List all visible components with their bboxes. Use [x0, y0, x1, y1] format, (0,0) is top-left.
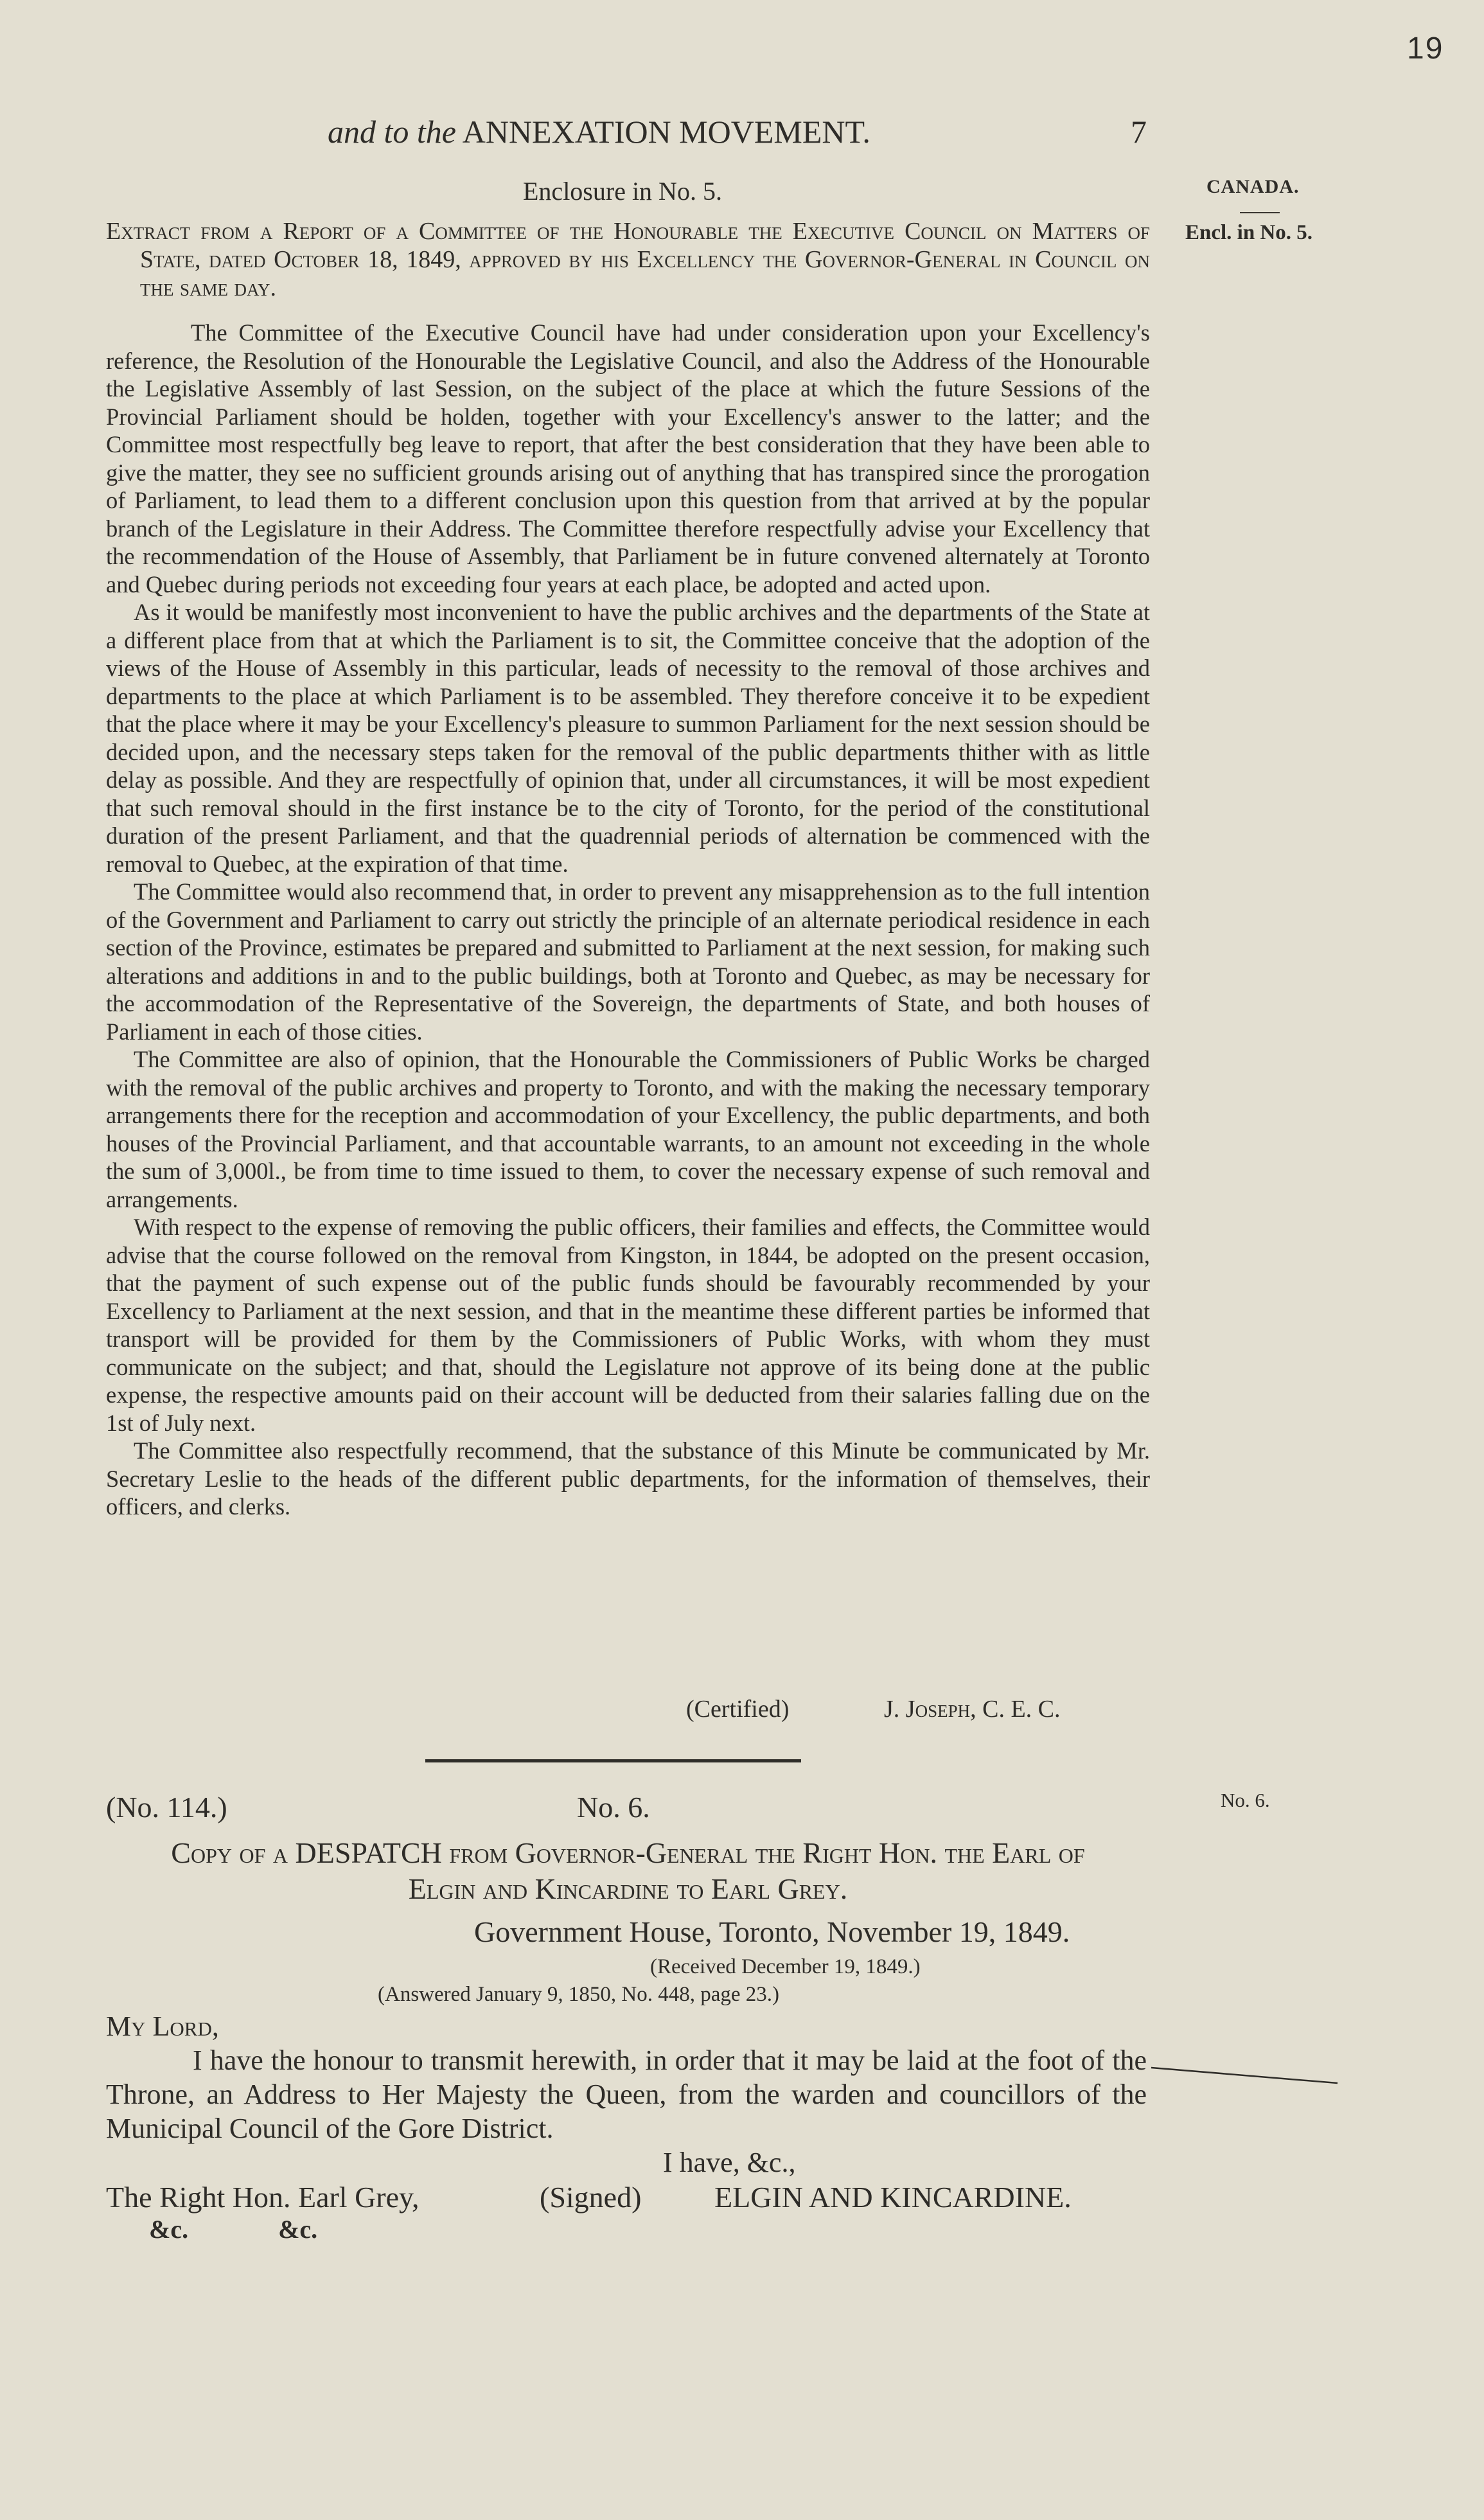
running-head-title: ANNEXATION MOVEMENT.	[462, 114, 870, 150]
answered-note: (Answered January 9, 1850, No. 448, page 23.)	[378, 1983, 780, 2006]
enclosure-heading: Enclosure in No. 5.	[523, 177, 722, 206]
paragraph: The Committee would also recommend that, in order to prevent any misapprehension as to the full intention of the Government and Parliament to carry out strictly the principle of an alternate periodical residence in each section of the Province, estimates be prepared and submitted to Parliament at the next session, for making such alterations and additions in and to the public buildings, both at Toronto and Quebec, as may be necessary for the accommodation of the Representative of the Sovereign, the departments of State, and both houses of Parliament in each of those cities.	[106, 878, 1150, 1045]
despatch-number: No. 6.	[577, 1791, 650, 1823]
folio-number: 7	[1131, 114, 1147, 150]
enclosure-body	[106, 319, 1150, 1521]
place-date: Government House, Toronto, November 19, 1849.	[474, 1915, 1070, 1948]
paragraph: With respect to the expense of removing the public officers, their families and effects, the Committee would advise that the course followed on the removal from Kingston, in 1844, be adopted on the present occasion, that the payment of such expense out of the public funds should be favourably recommended by your Excellency to Parliament at the next session, and that in the meantime these different parties be informed that transport will be provided for them by the Commissioners of Public Works, with whom they must communicate on the subject; and that, should the Legislature not approve of its being done at the public expense, the respective amounts paid on their account will be deducted from their salaries falling due on the 1st of July next.	[106, 1214, 1150, 1436]
paragraph: The Committee are also of opinion, that the Honourable the Commissioners of Public Works be charged with the removal of the public archives and property to Toronto, and with the making the necessary temporary arrangements there for the reception and accommodation of your Excellency, the public departments, and both houses of the Provincial Parliament, and that accountable warrants, to an amount not exceeding in the whole the sum of 3,000l., be from time to time issued to them, to cover the necessary expense of such removal and arrangements.	[106, 1046, 1150, 1212]
margin-note-canada: CANADA.	[1206, 176, 1300, 197]
etc-row	[149, 2214, 401, 2244]
received-note: (Received December 19, 1849.)	[650, 1955, 921, 1978]
margin-rule	[1240, 212, 1280, 213]
signed-note: (Signed)	[540, 2181, 642, 2214]
running-head-italic: and to the	[328, 114, 456, 150]
letter-paragraph: I have the honour to transmit herewith, in order that it may be laid at the foot of the Throne, an Address to Her Majesty the Queen, from the warden and councillors of the Municipal Council of the Gore District.	[106, 2045, 1147, 2144]
extract-heading	[106, 217, 1150, 302]
closing: I have, &c.,	[663, 2147, 796, 2178]
margin-note-no6: No. 6.	[1221, 1789, 1270, 1811]
running-head	[328, 113, 870, 150]
section-divider	[425, 1759, 801, 1762]
extract-text: Extract from a Report of a Committee of the Honourable the Executive Council on Matters of State, dated October 18, 1849, approved by his Excellency the Governor-General in Council on the same day.	[106, 218, 1150, 301]
despatch-title	[106, 1835, 1150, 1907]
addressee: The Right Hon. Earl Grey,	[106, 2181, 420, 2214]
despatch-title-line2: Elgin and Kincardine to Earl Grey.	[408, 1872, 848, 1905]
margin-annotation-line	[1151, 2064, 1344, 2090]
despatch-number-paren: (No. 114.)	[106, 1791, 227, 1823]
despatch-title-line1: Copy of a DESPATCH from Governor-General the Right Hon. the Earl of	[171, 1836, 1085, 1869]
signature: ELGIN AND KINCARDINE.	[714, 2181, 1072, 2214]
paragraph: As it would be manifestly most inconvenient to have the public archives and the departments of the State at a different place from that at which the Parliament is to sit, the Committee conceive that the adoption of the views of the House of Assembly in this particular, leads of necessity to the removal of those archives and departments to the place at which Parliament is to be assembled. They therefore conceive it to be expedient that the place where it may be your Excellency's pleasure to summon Parliament for the next session should be decided upon, and the necessary steps taken for the removal of the public departments thither with as little delay as possible. And they are respectfully of opinion that, under all circumstances, it will be most expedient that such removal should in the first instance be to the city of Toronto, for the period of the constitutional duration of the present Parliament, and that the quadrennial periods of alternation be commenced with the removal to Quebec, at the expiration of that time.	[106, 599, 1150, 877]
paragraph: The Committee of the Executive Council have had under consideration upon your Excellency's reference, the Resolution of the Honourable the Legislative Council, and also the Address of the Honourable the Legislative Assembly of last Session, on the subject of the place at which the future Sessions of the Provincial Parliament should be holden, together with your Excellency's answer to the latter; and the Committee most respectfully beg leave to report, that after the best consideration that they have been able to give the matter, they see no sufficient grounds arising out of anything that has transpired since the prorogation of Parliament, to lead them to a different conclusion upon this question from that arrived at by the popular branch of the Legislature in their Address. The Committee therefore respectfully advise your Excellency that the recommendation of the House of Assembly, that Parliament be in future convened alternately at Toronto and Quebec during periods not exceeding four years at each place, be adopted and acted upon.	[106, 319, 1150, 598]
letter-body	[106, 2043, 1147, 2145]
page-number: 19	[1407, 31, 1444, 66]
etc-2: &c.	[278, 2215, 318, 2244]
etc-1: &c.	[149, 2215, 189, 2244]
margin-note-enclosure: Encl. in No. 5.	[1185, 221, 1313, 244]
paragraph: The Committee also respectfully recommend, that the substance of this Minute be communicated by Mr. Secretary Leslie to the heads of the different public departments, for the information of themselves, their officers, and clerks.	[106, 1437, 1150, 1520]
certified-note: (Certified)	[686, 1696, 790, 1723]
certifying-signature: J. Joseph, C. E. C.	[884, 1696, 1061, 1723]
salutation: My Lord,	[106, 2010, 219, 2042]
